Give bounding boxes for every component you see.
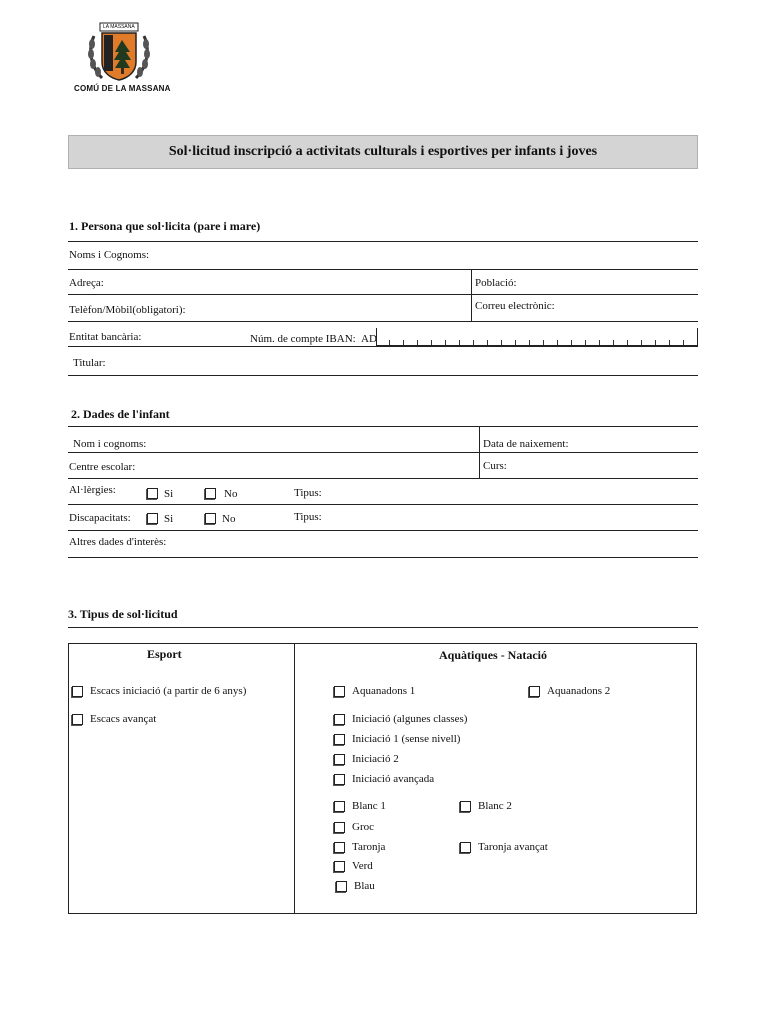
organization-name: COMÚ DE LA MASSANA xyxy=(74,84,171,93)
allergies-type-label: Tipus: xyxy=(294,487,322,499)
other-info-label: Altres dades d'interès: xyxy=(69,536,167,548)
names-label: Noms i Cognoms: xyxy=(69,249,150,261)
disability-yes-checkbox[interactable] xyxy=(147,513,158,524)
iniciacio1-label: Iniciació 1 (sense nivell) xyxy=(352,733,461,745)
phone-label: Telèfon/Mòbil(obligatori): xyxy=(69,304,186,316)
allergies-yes-label: Si xyxy=(164,488,174,500)
names-field[interactable] xyxy=(68,269,698,270)
taronja-label: Taronja xyxy=(352,841,386,853)
chess-beginner-label: Escacs iniciació (a partir de 6 anys) xyxy=(90,685,247,697)
blau-label: Blau xyxy=(354,880,375,892)
aquanadons2-checkbox[interactable] xyxy=(529,686,540,697)
sport-header: Esport xyxy=(147,647,182,661)
section2-heading: 2. Dades de l'infant xyxy=(71,407,170,421)
chess-beginner-checkbox[interactable] xyxy=(72,686,83,697)
allergies-label: Al·lèrgies: xyxy=(69,484,116,496)
iniciacio-classes-checkbox[interactable] xyxy=(334,714,345,725)
birth-date-label: Data de naixement: xyxy=(483,438,569,450)
school-label: Centre escolar: xyxy=(69,461,136,473)
aquatic-header: Aquàtiques - Natació xyxy=(439,648,548,662)
iban-prefix: AD xyxy=(361,333,377,345)
child-name-label: Nom i cognoms: xyxy=(73,438,147,450)
verd-label: Verd xyxy=(352,860,373,872)
disability-no-label: No xyxy=(222,513,236,525)
groc-checkbox[interactable] xyxy=(334,822,345,833)
taronja-avancat-checkbox[interactable] xyxy=(460,842,471,853)
verd-checkbox[interactable] xyxy=(334,861,345,872)
child-name-field[interactable] xyxy=(68,452,698,453)
phone-field[interactable] xyxy=(68,321,698,322)
form-title: Sol·licitud inscripció a activitats culturals i esportives per infants i joves xyxy=(168,144,598,159)
allergies-yes-checkbox[interactable] xyxy=(147,488,158,499)
course-label: Curs: xyxy=(483,460,507,472)
holder-field[interactable] xyxy=(68,375,698,376)
blanc1-label: Blanc 1 xyxy=(352,800,386,812)
other-info-field[interactable] xyxy=(68,557,698,558)
taronja-checkbox[interactable] xyxy=(334,842,345,853)
iniciacio-avancada-checkbox[interactable] xyxy=(334,774,345,785)
blau-checkbox[interactable] xyxy=(336,881,347,892)
aquanadons1-label: Aquanadons 1 xyxy=(352,685,416,697)
address-label: Adreça: xyxy=(69,277,104,289)
section3-heading: 3. Tipus de sol·licitud xyxy=(68,607,178,621)
groc-label: Groc xyxy=(352,821,374,833)
town-label: Població: xyxy=(475,277,517,289)
holder-label: Titular: xyxy=(73,357,106,369)
taronja-avancat-label: Taronja avançat xyxy=(478,841,548,853)
iban-label: Núm. de compte IBAN: xyxy=(250,333,356,345)
logo-ribbon-text: LA MASSANA xyxy=(103,24,135,30)
disability-field[interactable] xyxy=(68,530,698,531)
blanc2-checkbox[interactable] xyxy=(460,801,471,812)
iniciacio1-checkbox[interactable] xyxy=(334,734,345,745)
allergies-no-label: No xyxy=(224,488,238,500)
form-title-band xyxy=(68,135,698,169)
chess-advanced-label: Escacs avançat xyxy=(90,713,157,725)
iniciacio2-label: Iniciació 2 xyxy=(352,753,399,765)
iniciacio-classes-label: Iniciació (algunes classes) xyxy=(352,713,468,725)
school-field[interactable] xyxy=(68,478,698,479)
aquanadons2-label: Aquanadons 2 xyxy=(547,685,611,697)
address-field[interactable] xyxy=(68,294,698,295)
allergies-no-checkbox[interactable] xyxy=(205,488,216,499)
disability-type-label: Tipus: xyxy=(294,511,322,523)
disability-yes-label: Si xyxy=(164,513,174,525)
section1-heading: 1. Persona que sol·licita (pare i mare) xyxy=(69,219,261,233)
disability-no-checkbox[interactable] xyxy=(205,513,216,524)
iniciacio-avancada-label: Iniciació avançada xyxy=(352,773,435,785)
disability-label: Discapacitats: xyxy=(69,512,131,524)
chess-advanced-checkbox[interactable] xyxy=(72,714,83,725)
allergies-field[interactable] xyxy=(68,504,698,505)
blanc1-checkbox[interactable] xyxy=(334,801,345,812)
aquanadons1-checkbox[interactable] xyxy=(334,686,345,697)
blanc2-label: Blanc 2 xyxy=(478,800,512,812)
iniciacio2-checkbox[interactable] xyxy=(334,754,345,765)
email-label: Correu electrònic: xyxy=(475,300,555,312)
bank-label: Entitat bancària: xyxy=(69,331,142,343)
